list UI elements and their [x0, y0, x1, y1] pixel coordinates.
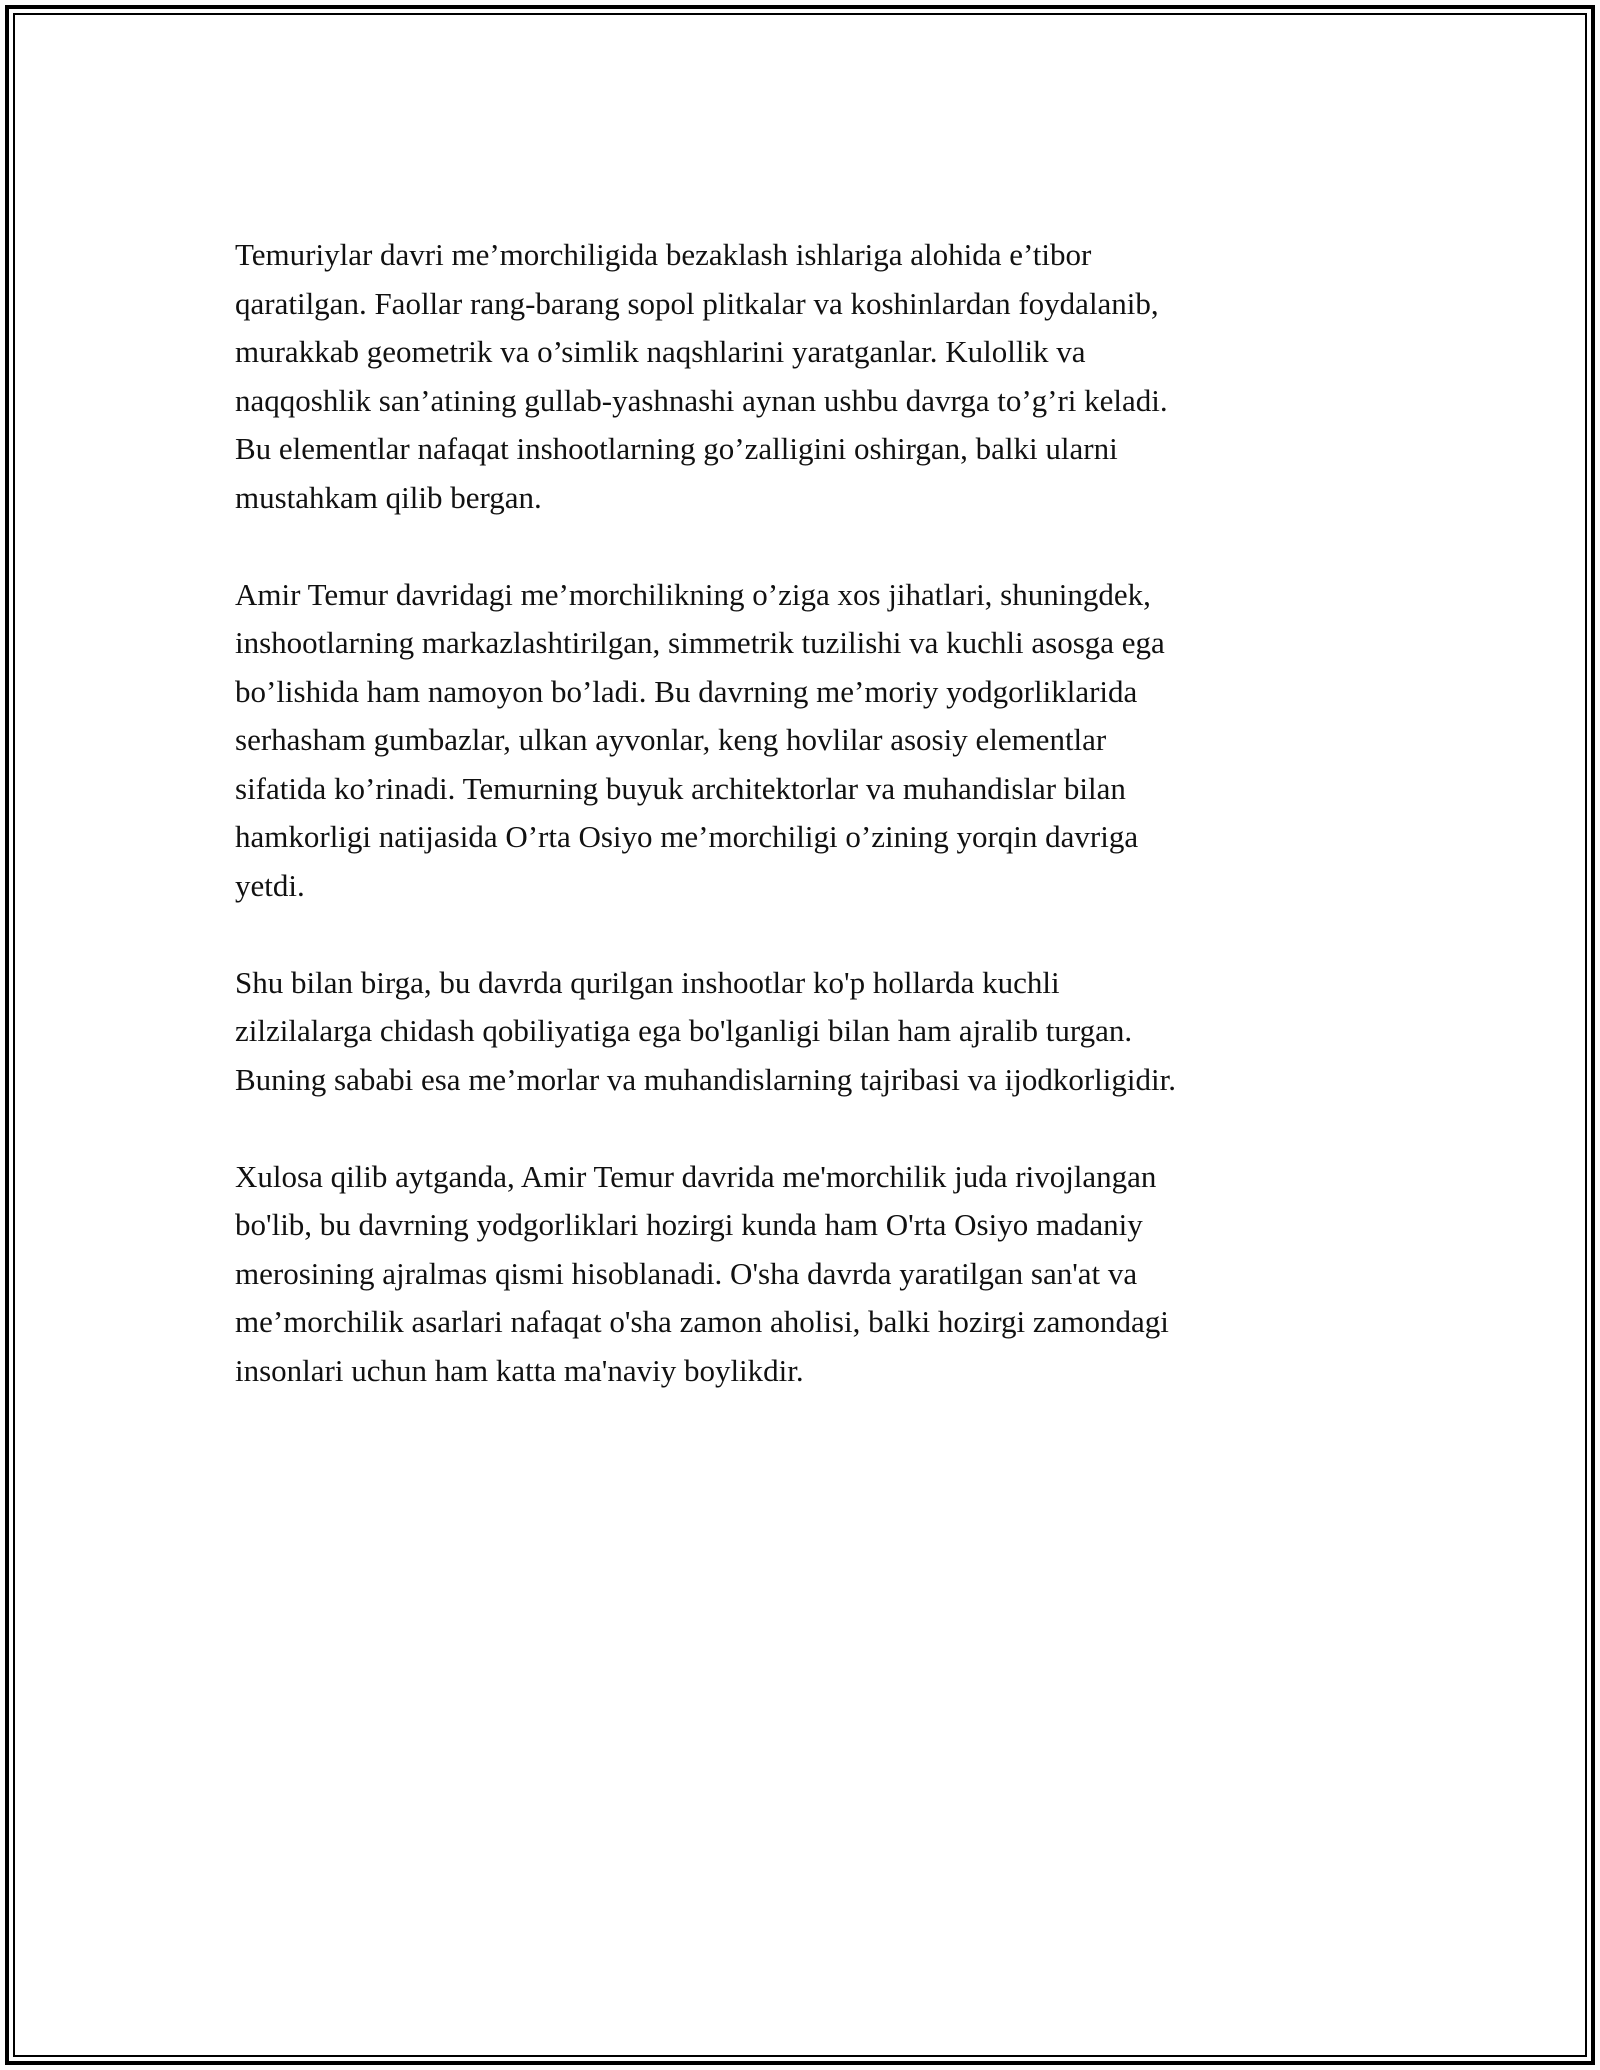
paragraph-4: Xulosa qilib aytganda, Amir Temur davrida me'morchilik juda rivojlangan bo'lib, bu davrning yodgorliklari hozirgi kunda ham O'rta Osiyo madaniy merosining ajralmas qismi hisoblanadi. O'sha davrda yaratilgan san'at va me’morchilik asarlari nafaqat o'sha zamon aholisi, balki hozirgi zamondagi insonlari uchun ham katta ma'naviy boylikdir.	[235, 1158, 1169, 1388]
paragraph-1: Temuriylar davri me’morchiligida bezaklash ishlariga alohida e’tibor qaratilgan. Faollar rang-barang sopol plitkalar va koshinlardan foydalanib, murakkab geometrik va o’simlik naqshlarini yaratganlar. Kulollik va naqqoshlik san’atining gullab-yashnashi aynan ushbu davrga to’g’ri keladi. Bu elementlar nafaqat inshootlarning go’zalligini oshirgan, balki ularni mustahkam qilib bergan.	[235, 237, 1168, 515]
document-body	[235, 231, 1375, 1444]
paragraph-3: Shu bilan birga, bu davrda qurilgan inshootlar ko'p hollarda kuchli zilzilalarga chidash qobiliyatiga ega bo'lganligi bilan ham ajralib turgan. Buning sababi esa me’morlar va muhandislarning tajribasi va ijodkorligidir.	[235, 964, 1176, 1097]
paragraph-2: Amir Temur davridagi me’morchilikning o’ziga xos jihatlari, shuningdek, inshootlarning markazlashtirilgan, simmetrik tuzilishi va kuchli asosga ega bo’lishida ham namoyon bo’ladi. Bu davrning me’moriy yodgorliklarida serhasham gumbazlar, ulkan ayvonlar, keng hovlilar asosiy elementlar sifatida ko’rinadi. Temurning buyuk architektorlar va muhandislar bilan hamkorligi natijasida O’rta Osiyo me’morchiligi o’zining yorqin davriga yetdi.	[235, 576, 1165, 903]
